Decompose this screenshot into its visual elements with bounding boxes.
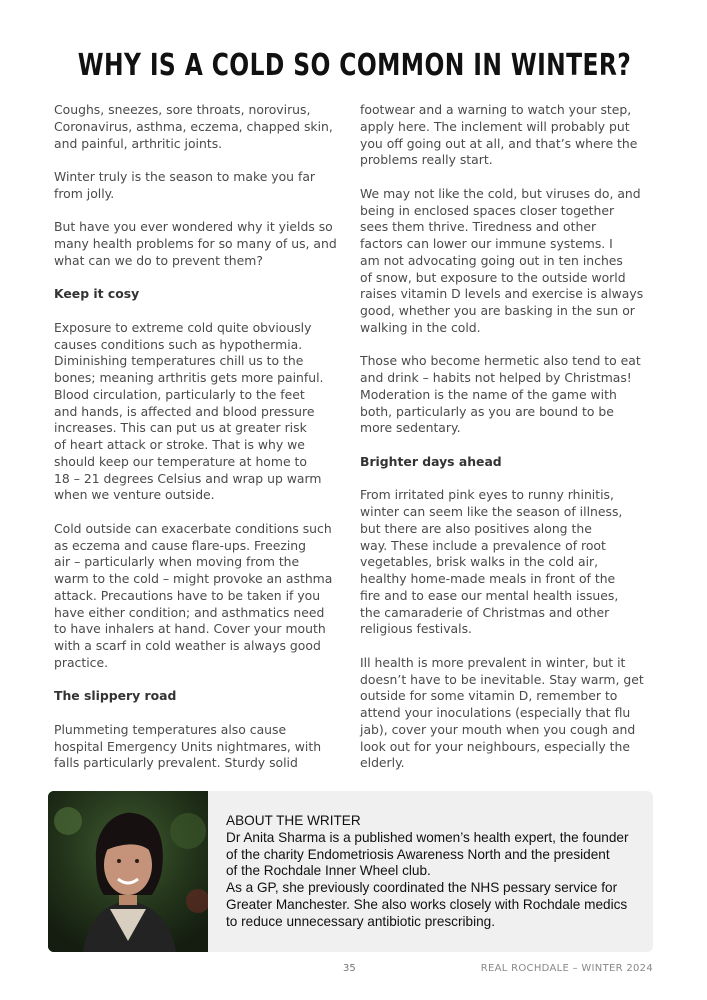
- text-line: look out for your neighbours, especially the: [360, 738, 630, 754]
- section-heading: [54, 286, 344, 303]
- text-line: to have inhalers at hand. Cover your mouth: [54, 621, 326, 637]
- text-line: 18 – 21 degrees Celsius and wrap up warm: [54, 470, 322, 486]
- text-line: The slippery road: [54, 688, 177, 704]
- paragraph: [54, 102, 344, 152]
- text-line: From irritated pink eyes to runny rhinitis,: [360, 487, 614, 503]
- text-line: and painful, arthritic joints.: [54, 135, 223, 151]
- text-line: from jolly.: [54, 185, 115, 201]
- writer-bio-line: of the Rochdale Inner Wheel club.: [226, 863, 431, 879]
- text-line: elderly.: [360, 755, 405, 771]
- text-line: both, particularly as you are bound to be: [360, 403, 614, 419]
- text-line: We may not like the cold, but viruses do, and: [360, 185, 641, 201]
- section-heading: [360, 454, 652, 471]
- text-line: have either condition; and asthmatics need: [54, 604, 325, 620]
- text-line: footwear and a warning to watch your step,: [360, 102, 632, 117]
- text-line: Diminishing temperatures chill us to the: [54, 353, 304, 369]
- text-line: Plummeting temperatures also cause: [54, 721, 287, 737]
- text-line: But have you ever wondered why it yields so: [54, 219, 333, 235]
- paragraph: [360, 655, 652, 772]
- text-line: Coughs, sneezes, sore throats, norovirus,: [54, 102, 311, 117]
- text-line: increases. This can put us at greater risk: [54, 420, 307, 436]
- article-column-right: [360, 102, 652, 789]
- text-line: the camaraderie of Christmas and other: [360, 604, 610, 620]
- text-line: Blood circulation, particularly to the feet: [54, 386, 305, 402]
- text-line: should keep our temperature at home to: [54, 453, 307, 469]
- text-line: Brighter days ahead: [360, 453, 502, 469]
- text-line: Ill health is more prevalent in winter, but it: [360, 654, 626, 670]
- text-line: what can we do to prevent them?: [54, 252, 263, 268]
- text-line: practice.: [54, 654, 109, 670]
- text-line: outside for some vitamin D, remember to: [360, 688, 618, 704]
- text-line: vegetables, brisk walks in the cold air,: [360, 554, 599, 570]
- about-writer-heading: ABOUT THE WRITER: [226, 813, 361, 828]
- text-line: religious festivals.: [360, 621, 472, 637]
- text-line: Coronavirus, asthma, eczema, chapped skin,: [54, 118, 333, 134]
- text-line: many health problems for so many of us, and: [54, 236, 337, 251]
- text-line: Cold outside can exacerbate conditions such: [54, 520, 332, 536]
- text-line: Keep it cosy: [54, 286, 140, 302]
- text-line: doesn’t have to be inevitable. Stay warm, get: [360, 671, 644, 687]
- text-line: attack. Precautions have to be taken if you: [54, 587, 321, 603]
- text-line: bones; meaning arthritis gets more painful.: [54, 370, 324, 385]
- text-line: more sedentary.: [360, 420, 461, 436]
- text-line: being in enclosed spaces closer together: [360, 202, 615, 218]
- text-line: factors can lower our immune systems. I: [360, 236, 613, 251]
- text-line: apply here. The inclement will probably put: [360, 118, 630, 134]
- text-line: and hands, is affected and blood pressure: [54, 403, 315, 419]
- paragraph: [360, 487, 652, 638]
- writer-photo: [48, 791, 208, 952]
- text-line: falls particularly prevalent. Sturdy solid: [54, 755, 298, 771]
- text-line: hospital Emergency Units nightmares, with: [54, 738, 322, 754]
- writer-bio-line: Dr Anita Sharma is a published women’s health expert, the founder: [226, 829, 629, 845]
- text-line: way. These include a prevalence of root: [360, 537, 606, 553]
- writer-bio-line: Greater Manchester. She also works closely with Rochdale medics: [226, 896, 628, 912]
- paragraph: [360, 102, 652, 169]
- text-line: Those who become hermetic also tend to eat: [360, 353, 641, 369]
- text-line: jab), cover your mouth when you cough and: [360, 721, 636, 737]
- text-line: with a scarf in cold weather is always good: [54, 638, 321, 653]
- about-writer-box: [48, 791, 653, 952]
- text-line: problems really start.: [360, 152, 493, 168]
- magazine-footer: REAL ROCHDALE – WINTER 2024: [480, 963, 653, 974]
- text-line: of heart attack or stroke. That is why we: [54, 437, 305, 452]
- text-line: fire and to ease our mental health issues,: [360, 587, 619, 603]
- text-line: am not advocating going out in ten inches: [360, 252, 623, 268]
- paragraph: [54, 169, 344, 203]
- text-line: Winter truly is the season to make you far: [54, 169, 316, 184]
- page-number: 35: [343, 963, 356, 974]
- text-line: healthy home-made meals in front of the: [360, 571, 616, 586]
- text-line: but there are also positives along the: [360, 520, 592, 536]
- text-line: walking in the cold.: [360, 319, 481, 335]
- text-line: attend your inoculations (especially that flu: [360, 705, 631, 720]
- section-heading: [54, 688, 344, 705]
- text-line: raises vitamin D levels and exercise is always: [360, 286, 644, 302]
- paragraph: [54, 722, 344, 772]
- paragraph: [54, 219, 344, 269]
- article-column-left: [54, 102, 344, 789]
- paragraph: [54, 521, 344, 672]
- writer-bio-line: As a GP, she previously coordinated the NHS pessary service for: [226, 880, 618, 896]
- text-line: as eczema and cause flare-ups. Freezing: [54, 537, 306, 553]
- text-line: sees them thrive. Tiredness and other: [360, 219, 597, 235]
- text-line: causes conditions such as hypothermia.: [54, 336, 303, 352]
- text-line: and drink – habits not helped by Christmas!: [360, 370, 632, 385]
- text-line: Moderation is the name of the game with: [360, 386, 617, 402]
- text-line: Exposure to extreme cold quite obviously: [54, 319, 312, 335]
- text-line: when we venture outside.: [54, 487, 215, 503]
- text-line: of snow, but exposure to the outside world: [360, 269, 626, 285]
- writer-bio-line: of the charity Endometriosis Awareness North and the president: [226, 846, 610, 862]
- text-line: you off going out at all, and that’s where the: [360, 135, 638, 151]
- text-line: winter can seem like the season of illness,: [360, 504, 623, 519]
- text-line: air – particularly when moving from the: [54, 554, 300, 570]
- paragraph: [360, 353, 652, 437]
- text-line: good, whether you are basking in the sun or: [360, 303, 635, 318]
- article-title: WHY IS A COLD SO COMMON IN WINTER?: [77, 48, 632, 83]
- writer-bio: [226, 813, 646, 931]
- writer-bio-line: to reduce unnecessary antibiotic prescribing.: [226, 913, 496, 929]
- paragraph: [54, 320, 344, 504]
- paragraph: [360, 186, 652, 337]
- text-line: warm to the cold – might provoke an asthma: [54, 571, 333, 586]
